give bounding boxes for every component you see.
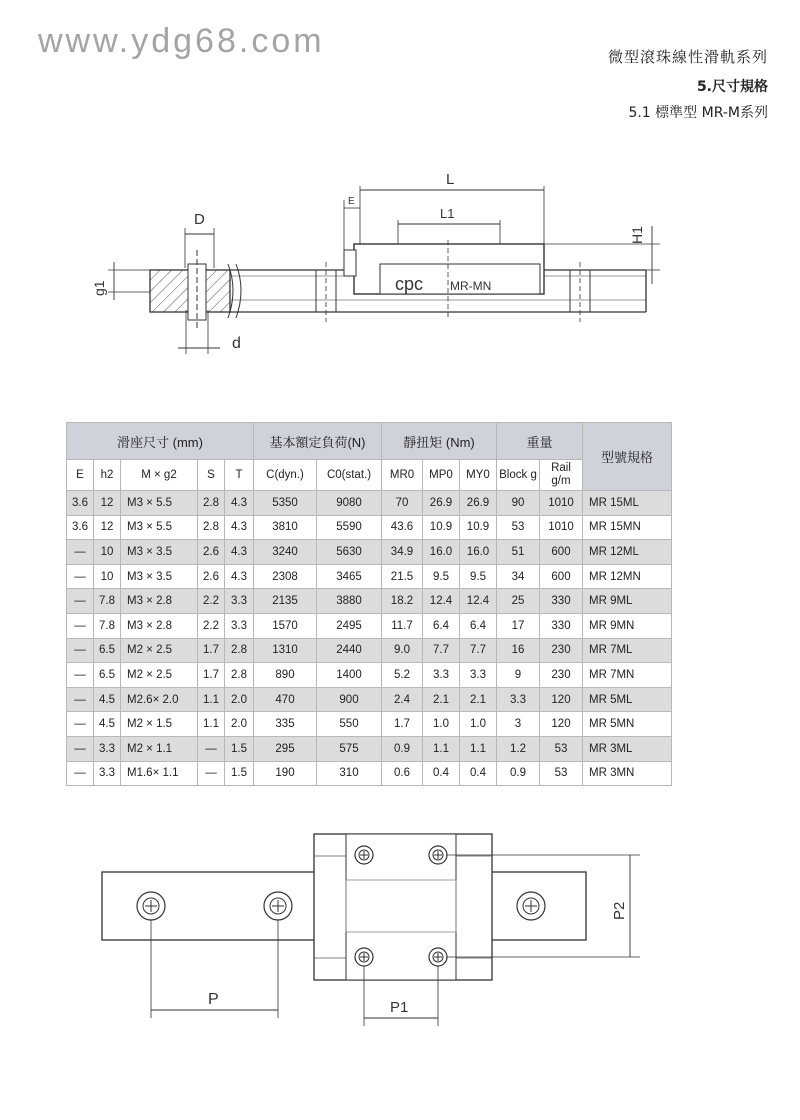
table-row — [67, 761, 672, 786]
section-title: 5.尺寸規格 — [696, 79, 768, 95]
cell-c-dyn: 470 — [254, 687, 317, 712]
cell-t: 1.5 — [225, 761, 254, 786]
cell-rail-gm: 1010 — [540, 515, 583, 540]
cell-h2: 10 — [94, 540, 121, 565]
cell-e: — — [67, 564, 94, 589]
table-row — [67, 736, 672, 761]
cell-rail-gm: 600 — [540, 540, 583, 565]
cell-rail-gm: 120 — [540, 712, 583, 737]
cell-c-dyn: 890 — [254, 663, 317, 688]
cell-my0: 7.7 — [460, 638, 497, 663]
cell-c-dyn: 5350 — [254, 491, 317, 516]
cell-m-g2: M3 × 3.5 — [121, 564, 198, 589]
cell-model: MR 9MN — [583, 613, 672, 638]
cell-m-g2: M3 × 2.8 — [121, 613, 198, 638]
group-header-load: 基本額定負荷(N) — [254, 423, 382, 460]
rail-bolt-hole-2 — [264, 892, 292, 920]
cell-e: — — [67, 736, 94, 761]
cell-t: 4.3 — [225, 491, 254, 516]
cell-m-g2: M2 × 2.5 — [121, 663, 198, 688]
cell-mr0: 5.2 — [382, 663, 423, 688]
cell-c0-stat: 550 — [317, 712, 382, 737]
cell-rail-gm: 230 — [540, 663, 583, 688]
cell-my0: 9.5 — [460, 564, 497, 589]
cell-mr0: 70 — [382, 491, 423, 516]
cell-model: MR 3MN — [583, 761, 672, 786]
cell-rail-gm: 53 — [540, 761, 583, 786]
group-header-torque: 靜扭矩 (Nm) — [382, 423, 497, 460]
cell-mp0: 1.0 — [423, 712, 460, 737]
cell-e: — — [67, 589, 94, 614]
cell-block-g: 16 — [497, 638, 540, 663]
col-header-t: T — [225, 460, 254, 491]
cell-h2: 7.8 — [94, 613, 121, 638]
cell-model: MR 5MN — [583, 712, 672, 737]
cell-my0: 10.9 — [460, 515, 497, 540]
cell-model: MR 5ML — [583, 687, 672, 712]
cell-my0: 26.9 — [460, 491, 497, 516]
cell-m-g2: M3 × 3.5 — [121, 540, 198, 565]
cell-mr0: 18.2 — [382, 589, 423, 614]
dim-L1: L1 — [440, 206, 455, 221]
col-header-e: E — [67, 460, 94, 491]
block-bolt-hole-1 — [355, 846, 373, 864]
group-header-model: 型號規格 — [583, 423, 672, 491]
cell-block-g: 0.9 — [497, 761, 540, 786]
cell-mr0: 43.6 — [382, 515, 423, 540]
cell-s: 2.2 — [198, 589, 225, 614]
cell-h2: 6.5 — [94, 638, 121, 663]
cell-mp0: 12.4 — [423, 589, 460, 614]
cell-block-g: 1.2 — [497, 736, 540, 761]
group-header-weight: 重量 — [497, 423, 583, 460]
block-brand-text: cpc — [395, 274, 424, 294]
cell-block-g: 34 — [497, 564, 540, 589]
cell-s: 2.6 — [198, 540, 225, 565]
cell-mp0: 3.3 — [423, 663, 460, 688]
cell-my0: 0.4 — [460, 761, 497, 786]
cell-s: 2.2 — [198, 613, 225, 638]
cell-t: 2.8 — [225, 638, 254, 663]
cell-my0: 1.0 — [460, 712, 497, 737]
cell-c-dyn: 335 — [254, 712, 317, 737]
cell-mr0: 1.7 — [382, 712, 423, 737]
cell-c-dyn: 1570 — [254, 613, 317, 638]
cell-c-dyn: 2308 — [254, 564, 317, 589]
col-header-c0-stat: C0(stat.) — [317, 460, 382, 491]
cell-c0-stat: 9080 — [317, 491, 382, 516]
block-bolt-hole-2 — [429, 846, 447, 864]
cell-model: MR 15MN — [583, 515, 672, 540]
col-header-mp0: MP0 — [423, 460, 460, 491]
cell-c-dyn: 295 — [254, 736, 317, 761]
cell-mr0: 9.0 — [382, 638, 423, 663]
cell-mp0: 9.5 — [423, 564, 460, 589]
series-title: 微型滾珠線性滑軌系列 — [607, 48, 768, 66]
cell-t: 3.3 — [225, 613, 254, 638]
block-bolt-hole-4 — [429, 948, 447, 966]
subsection-title: 5.1 標準型 MR-M系列 — [628, 105, 768, 121]
cell-my0: 1.1 — [460, 736, 497, 761]
cell-h2: 4.5 — [94, 712, 121, 737]
cell-c0-stat: 310 — [317, 761, 382, 786]
cell-model: MR 12MN — [583, 564, 672, 589]
watermark-url[interactable]: www.ydg68.com — [38, 22, 325, 60]
dim-P: P — [208, 991, 219, 1008]
cell-m-g2: M2 × 1.5 — [121, 712, 198, 737]
col-header-s: S — [198, 460, 225, 491]
cell-model: MR 7MN — [583, 663, 672, 688]
cell-t: 2.0 — [225, 712, 254, 737]
cell-t: 2.0 — [225, 687, 254, 712]
cell-mr0: 2.4 — [382, 687, 423, 712]
dim-E: E — [348, 196, 355, 207]
cell-m-g2: M2 × 2.5 — [121, 638, 198, 663]
cell-c0-stat: 3880 — [317, 589, 382, 614]
cell-t: 4.3 — [225, 515, 254, 540]
group-header-block-dims: 滑座尺寸 (mm) — [67, 423, 254, 460]
cell-mr0: 0.9 — [382, 736, 423, 761]
cell-rail-gm: 1010 — [540, 491, 583, 516]
cell-e: — — [67, 687, 94, 712]
cell-e: 3.6 — [67, 515, 94, 540]
cell-c-dyn: 1310 — [254, 638, 317, 663]
dim-g1: g1 — [91, 280, 107, 296]
table-row — [67, 712, 672, 737]
cell-mp0: 10.9 — [423, 515, 460, 540]
cell-c0-stat: 5590 — [317, 515, 382, 540]
cell-c0-stat: 2495 — [317, 613, 382, 638]
col-header-rail-gm: Rail g/m — [540, 460, 583, 491]
cell-block-g: 51 — [497, 540, 540, 565]
cell-c0-stat: 575 — [317, 736, 382, 761]
rail-bolt-hole-1 — [137, 892, 165, 920]
dim-P2: P2 — [611, 901, 628, 920]
table-row — [67, 663, 672, 688]
cell-rail-gm: 53 — [540, 736, 583, 761]
spec-table — [66, 422, 672, 786]
cell-h2: 10 — [94, 564, 121, 589]
cell-block-g: 3.3 — [497, 687, 540, 712]
cell-my0: 2.1 — [460, 687, 497, 712]
cell-mp0: 6.4 — [423, 613, 460, 638]
cell-block-g: 90 — [497, 491, 540, 516]
dim-d: d — [232, 335, 241, 352]
cell-e: — — [67, 540, 94, 565]
cell-s: 1.1 — [198, 687, 225, 712]
cell-e: 3.6 — [67, 491, 94, 516]
cell-t: 1.5 — [225, 736, 254, 761]
cell-mp0: 7.7 — [423, 638, 460, 663]
col-header-c-dyn: C(dyn.) — [254, 460, 317, 491]
cell-block-g: 3 — [497, 712, 540, 737]
cell-m-g2: M3 × 5.5 — [121, 491, 198, 516]
rail-bolt-hole-3 — [517, 892, 545, 920]
cell-t: 2.8 — [225, 663, 254, 688]
cell-t: 4.3 — [225, 564, 254, 589]
cell-model: MR 9ML — [583, 589, 672, 614]
cell-h2: 12 — [94, 515, 121, 540]
cell-s: 2.8 — [198, 491, 225, 516]
cell-h2: 7.8 — [94, 589, 121, 614]
cell-s: 1.7 — [198, 663, 225, 688]
cell-c0-stat: 2440 — [317, 638, 382, 663]
cell-c0-stat: 1400 — [317, 663, 382, 688]
table-row — [67, 515, 672, 540]
dim-L: L — [446, 171, 455, 188]
cell-mp0: 16.0 — [423, 540, 460, 565]
cell-t: 4.3 — [225, 540, 254, 565]
cell-h2: 4.5 — [94, 687, 121, 712]
cell-m-g2: M1.6× 1.1 — [121, 761, 198, 786]
block-model-text: MR-MN — [450, 279, 492, 293]
cell-h2: 12 — [94, 491, 121, 516]
cell-block-g: 25 — [497, 589, 540, 614]
cell-rail-gm: 600 — [540, 564, 583, 589]
cell-s: 2.6 — [198, 564, 225, 589]
table-row — [67, 564, 672, 589]
dim-P1: P1 — [390, 999, 409, 1016]
rail-side-view-diagram — [0, 0, 800, 400]
cell-t: 3.3 — [225, 589, 254, 614]
table-row — [67, 638, 672, 663]
cell-e: — — [67, 613, 94, 638]
cell-e: — — [67, 638, 94, 663]
cell-mr0: 11.7 — [382, 613, 423, 638]
table-row — [67, 540, 672, 565]
cell-m-g2: M3 × 2.8 — [121, 589, 198, 614]
col-header-m-g2: M × g2 — [121, 460, 198, 491]
cell-c0-stat: 900 — [317, 687, 382, 712]
block-bolt-hole-3 — [355, 948, 373, 966]
table-row — [67, 613, 672, 638]
cell-e: — — [67, 712, 94, 737]
cell-s: 2.8 — [198, 515, 225, 540]
cell-s: — — [198, 761, 225, 786]
cell-my0: 6.4 — [460, 613, 497, 638]
cell-my0: 12.4 — [460, 589, 497, 614]
col-header-my0: MY0 — [460, 460, 497, 491]
cell-model: MR 12ML — [583, 540, 672, 565]
cell-rail-gm: 120 — [540, 687, 583, 712]
cell-c-dyn: 2135 — [254, 589, 317, 614]
cell-c-dyn: 190 — [254, 761, 317, 786]
cell-my0: 16.0 — [460, 540, 497, 565]
cell-s: — — [198, 736, 225, 761]
cell-block-g: 53 — [497, 515, 540, 540]
cell-e: — — [67, 663, 94, 688]
cell-rail-gm: 230 — [540, 638, 583, 663]
cell-mp0: 2.1 — [423, 687, 460, 712]
cell-model: MR 3ML — [583, 736, 672, 761]
table-row — [67, 491, 672, 516]
col-header-mr0: MR0 — [382, 460, 423, 491]
cell-mr0: 0.6 — [382, 761, 423, 786]
cell-mr0: 21.5 — [382, 564, 423, 589]
cell-h2: 3.3 — [94, 761, 121, 786]
cell-block-g: 17 — [497, 613, 540, 638]
cell-s: 1.7 — [198, 638, 225, 663]
cell-m-g2: M2 × 1.1 — [121, 736, 198, 761]
cell-model: MR 7ML — [583, 638, 672, 663]
cell-c0-stat: 3465 — [317, 564, 382, 589]
table-row — [67, 687, 672, 712]
col-header-block-g: Block g — [497, 460, 540, 491]
cell-my0: 3.3 — [460, 663, 497, 688]
cell-m-g2: M3 × 5.5 — [121, 515, 198, 540]
table-row — [67, 589, 672, 614]
cell-mp0: 0.4 — [423, 761, 460, 786]
col-header-h2: h2 — [94, 460, 121, 491]
cell-model: MR 15ML — [583, 491, 672, 516]
cell-mr0: 34.9 — [382, 540, 423, 565]
cell-block-g: 9 — [497, 663, 540, 688]
cell-rail-gm: 330 — [540, 613, 583, 638]
cell-c-dyn: 3240 — [254, 540, 317, 565]
cell-h2: 6.5 — [94, 663, 121, 688]
dim-H1: H1 — [629, 226, 645, 244]
cell-s: 1.1 — [198, 712, 225, 737]
cell-e: — — [67, 761, 94, 786]
cell-c-dyn: 3810 — [254, 515, 317, 540]
cell-m-g2: M2.6× 2.0 — [121, 687, 198, 712]
cell-h2: 3.3 — [94, 736, 121, 761]
cell-mp0: 26.9 — [423, 491, 460, 516]
dim-D: D — [194, 211, 205, 228]
rail-top-view-diagram — [0, 820, 800, 1120]
cell-mp0: 1.1 — [423, 736, 460, 761]
cell-rail-gm: 330 — [540, 589, 583, 614]
cell-c0-stat: 5630 — [317, 540, 382, 565]
